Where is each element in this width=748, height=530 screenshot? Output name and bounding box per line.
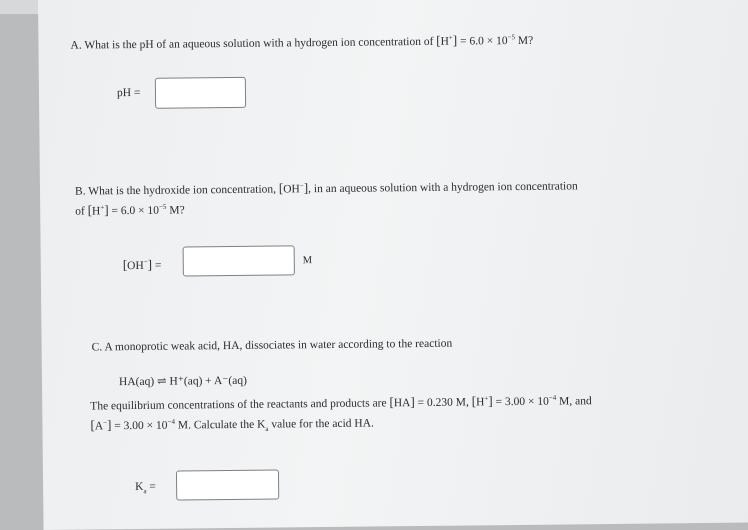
part-c-line2: $[A^-] = 3.00 \times 10^{-4}$ M. Calculate the $K_a$ value for the acid HA. xyxy=(90,417,374,433)
ph-label: pH = xyxy=(116,86,141,100)
ka-label: $K_a$ = xyxy=(135,480,156,496)
part-b-question-line2: of $[H^+] = 6.0 \times 10^{-5}$ M? xyxy=(75,202,185,218)
part-a-question: A. What is the pH of an aqueous solution with a hydrogen ion concentration of $[H^+] = 6.0 \times 10^{-5}$ M? xyxy=(70,32,534,52)
oh-label: [OH−] = xyxy=(122,256,162,273)
ka-answer-input[interactable] xyxy=(176,470,279,501)
oh-unit-label: M xyxy=(302,255,313,267)
part-c-reaction: HA(aq) ⇌ H⁺(aq) + A⁻(aq) xyxy=(118,374,247,389)
part-c-line1: The equilibrium concentrations of the reactants and products are [HA] = 0.230 M, $[H^+] = 3.00 \times 10^{-4}$ M, and xyxy=(90,393,592,413)
part-b-question-line1: B. What is the hydroxide ion concentration, [OH−], in an aqueous solution with a hydrogen ion concentration xyxy=(74,180,578,198)
oh-answer-input[interactable] xyxy=(183,245,295,276)
question-sheet xyxy=(38,0,748,530)
part-c-intro: C. A monoprotic weak acid, HA, dissociates in water according to the reaction xyxy=(91,337,453,354)
ph-answer-input[interactable] xyxy=(155,77,246,109)
